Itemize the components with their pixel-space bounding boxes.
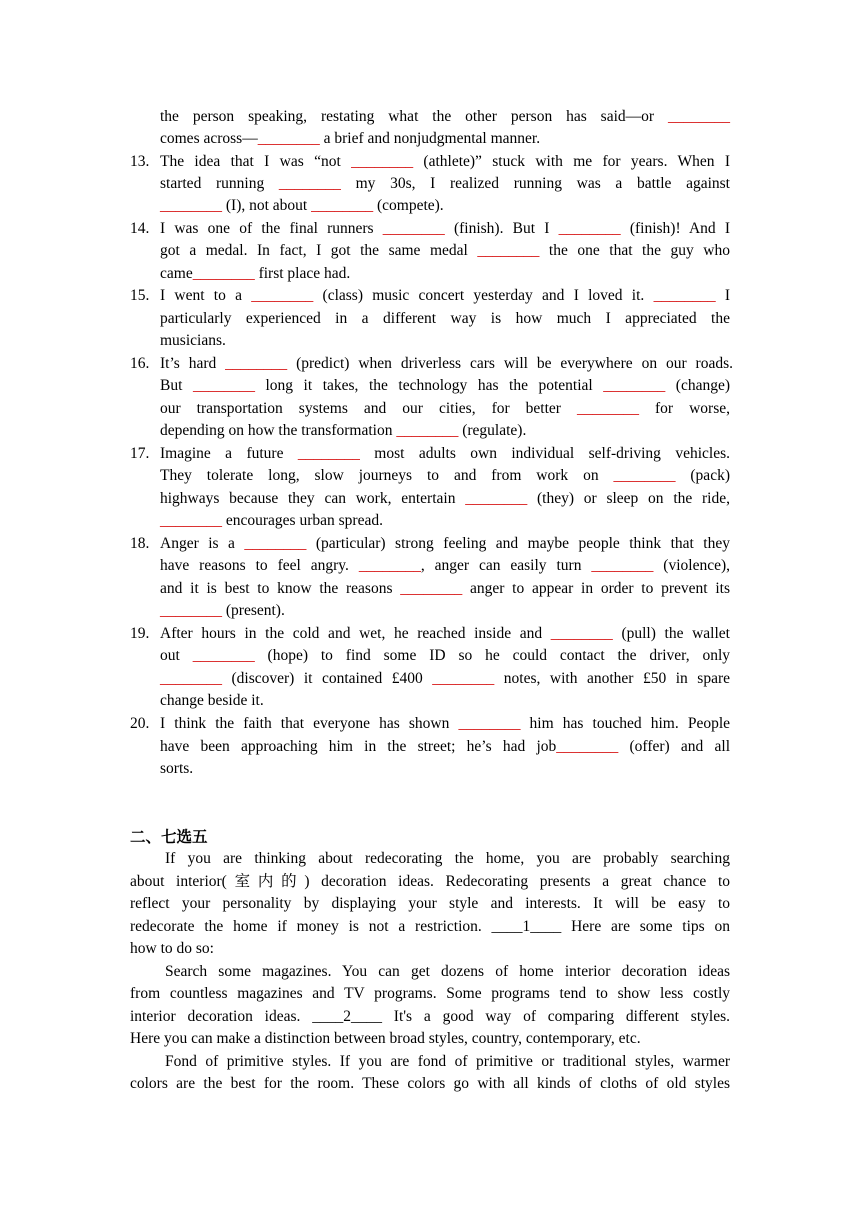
section-heading: 二、七选五 (130, 828, 208, 846)
q13-line-1: The idea that I was “not ________ (athlete)” stuck with me for years. When I (160, 153, 731, 170)
q12-line-1: the person speaking, restating what the other person has said—or ________ (160, 108, 730, 125)
question-number: 15. (130, 287, 150, 304)
answer-blank[interactable]: ________ (251, 287, 314, 304)
passage-line: from countless magazines and TV programs. Some programs tend to show less costly (130, 985, 730, 1002)
q12-line-2: comes across—________ a brief and nonjudgmental manner. (160, 130, 541, 147)
answer-blank[interactable]: ________ (244, 535, 307, 552)
answer-blank[interactable]: ________ (160, 512, 222, 529)
question-number: 20. (130, 715, 150, 732)
question-number: 13. (130, 153, 150, 170)
answer-blank[interactable]: ________ (160, 670, 222, 687)
answer-blank[interactable]: ________ (396, 422, 459, 439)
q19-line-3: ________ (discover) it contained £400 ________ notes, with another £50 in spare (160, 670, 731, 687)
answer-blank[interactable]: ________ (432, 670, 495, 687)
question-number: 17. (130, 445, 150, 462)
answer-blank[interactable]: ________ (382, 220, 445, 237)
q19-line-4: change beside it. (160, 692, 264, 709)
answer-blank[interactable]: ________ (458, 715, 521, 732)
q15-line-2: particularly experienced in a different way is how much I appreciated the (160, 310, 730, 327)
passage-line: how to do so: (130, 940, 214, 957)
q20-line-1: I think the faith that everyone has shown ________ him has touched him. People (160, 715, 731, 732)
answer-blank[interactable]: ________ (160, 602, 222, 619)
answer-blank[interactable]: ________ (577, 400, 639, 417)
answer-blank[interactable]: ________ (603, 377, 666, 394)
answer-blank[interactable]: ________ (351, 153, 414, 170)
q17-line-3: highways because they can work, entertain ________ (they) or sleep on the ride, (160, 490, 730, 507)
q20-line-2: have been approaching him in the street; he’s had job________ (offer) and all (160, 738, 731, 755)
answer-blank[interactable]: ________ (400, 580, 463, 597)
passage-line: colors are the best for the room. These colors go with all kinds of cloths of old styles (130, 1075, 730, 1092)
answer-blank[interactable]: ________ (257, 130, 320, 147)
answer-blank[interactable]: ________ (477, 242, 540, 259)
q15-line-1: I went to a ________ (class) music concert yesterday and I loved it. ________ I (160, 287, 730, 304)
q17-line-2: They tolerate long, slow journeys to and from work on ________ (pack) (160, 467, 730, 484)
q20-line-3: sorts. (160, 760, 194, 777)
q14-line-2: got a medal. In fact, I got the same medal ________ the one that the guy who (160, 242, 730, 259)
passage-line: interior decoration ideas. ____2____ It's a good way of comparing different styles. (130, 1008, 730, 1025)
answer-blank[interactable]: ________ (160, 197, 222, 214)
answer-blank[interactable]: ________ (311, 197, 374, 214)
answer-blank[interactable]: ________ (653, 287, 716, 304)
answer-blank[interactable]: ________ (278, 175, 341, 192)
answer-blank[interactable]: ________ (297, 445, 360, 462)
q17-line-1: Imagine a future ________ most adults own individual self-driving vehicles. (160, 445, 730, 462)
question-number: 16. (130, 355, 150, 372)
q16-line-2: But ________ long it takes, the technology has the potential ________ (change) (160, 377, 730, 394)
q13-line-2: started running ________ my 30s, I realized running was a battle against (160, 175, 730, 192)
q18-line-3: and it is best to know the reasons ________ anger to appear in order to prevent its (160, 580, 730, 597)
passage-line: redecorate the home if money is not a restriction. ____1____ Here are some tips on (130, 918, 730, 935)
passage-line: Here you can make a distinction between broad styles, country, contemporary, etc. (130, 1030, 641, 1047)
answer-blank[interactable]: ________ (668, 108, 730, 125)
answer-blank[interactable]: ________ (358, 557, 421, 574)
q18-line-4: ________ (present). (160, 602, 285, 619)
q16-line-4: depending on how the transformation ________ (regulate). (160, 422, 527, 439)
answer-blank[interactable]: ________ (591, 557, 654, 574)
passage-line: about interior(室内的) decoration ideas. Redecorating presents a great chance to (130, 873, 730, 890)
passage-line: If you are thinking about redecorating the home, you are probably searching (165, 850, 730, 867)
passage-line: Fond of primitive styles. If you are fond of primitive or traditional styles, warmer (165, 1053, 730, 1070)
passage-line: reflect your personality by displaying your style and interests. It will be easy to (130, 895, 730, 912)
q17-line-4: ________ encourages urban spread. (160, 512, 383, 529)
question-number: 14. (130, 220, 150, 237)
answer-blank[interactable]: ________ (225, 355, 288, 372)
q19-line-2: out ________ (hope) to find some ID so he could contact the driver, only (160, 647, 731, 664)
q19-line-1: After hours in the cold and wet, he reached inside and ________ (pull) the wallet (160, 625, 730, 642)
answer-blank[interactable]: ________ (558, 220, 621, 237)
question-number: 19. (130, 625, 150, 642)
answer-blank[interactable]: ________ (192, 647, 255, 664)
q16-line-1: It’s hard ________ (predict) when driverless cars will be everywhere on our roads. (160, 355, 734, 372)
answer-blank[interactable]: ________ (192, 377, 255, 394)
q14-line-1: I was one of the final runners ________ (finish). But I ________ (finish)! And I (160, 220, 731, 237)
answer-blank[interactable]: ________ (550, 625, 613, 642)
q18-line-1: Anger is a ________ (particular) strong feeling and maybe people think that they (160, 535, 730, 552)
answer-blank[interactable]: ________ (556, 738, 619, 755)
question-number: 18. (130, 535, 150, 552)
q18-line-2: have reasons to feel angry. ________, anger can easily turn ________ (violence), (160, 557, 730, 574)
q13-line-3: ________ (I), not about ________ (compete). (160, 197, 444, 214)
q15-line-3: musicians. (160, 332, 226, 349)
answer-blank[interactable]: ________ (192, 265, 255, 282)
passage-line: Search some magazines. You can get dozens of home interior decoration ideas (165, 963, 730, 980)
answer-blank[interactable]: ________ (465, 490, 528, 507)
answer-blank[interactable]: ________ (613, 467, 676, 484)
q14-line-3: came________ first place had. (160, 265, 351, 282)
q16-line-3: our transportation systems and our cities, for better ________ for worse, (160, 400, 731, 417)
